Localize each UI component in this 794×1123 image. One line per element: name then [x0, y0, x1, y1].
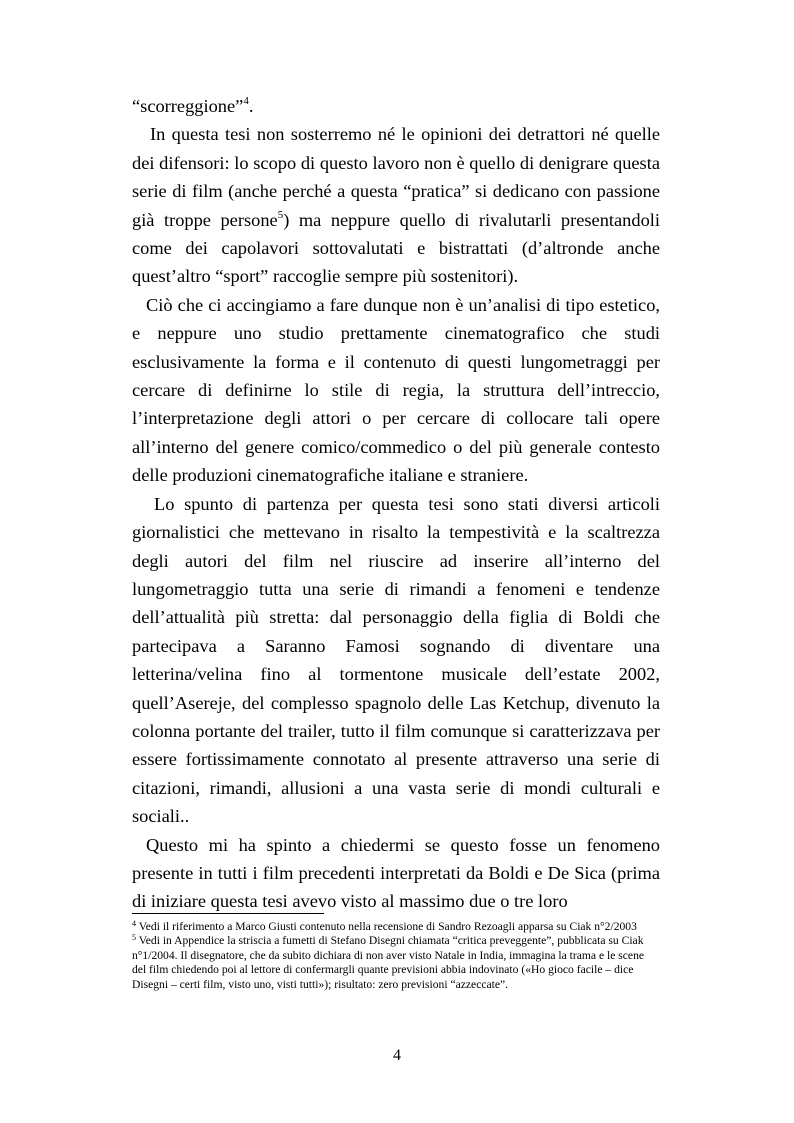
footnotes — [132, 920, 660, 992]
paragraph-0-tail: . — [248, 96, 254, 116]
body-text — [132, 92, 660, 916]
footnote-text: Vedi il riferimento a Marco Giusti contenuto nella recensione di Sandro Rezoagli apparsa su Ciak n°2/2003 — [136, 920, 637, 933]
paragraph-1-text-b: ) ma neppure quello di rivalutarli presentandoli come dei capolavori sottovalutati e bistrattati (d’altronde anche quest’altro “sport” raccoglie sempre più sostenitori). — [132, 209, 660, 287]
footnote-5 — [132, 934, 660, 992]
paragraph-1-text-a: In questa tesi non sosterremo né le opinioni dei detrattori né quelle dei difensori: lo scopo di questo lavoro non è quello di denigrare questa serie di film (anche perché a questa “pratica” si dedicano con passione già troppe persone — [132, 124, 660, 230]
footnote-text: Vedi in Appendice la striscia a fumetti di Stefano Disegni chiamata “critica preveggente”, pubblicata su Ciak n°1/2004. Il disegnatore, che da subito dichiara di non aver visto Natale in India, immagina la trama e le scene del film chiedendo poi al lettore di confermargli quante previsioni abbia indovinato («Ho gioco facile – dice Disegni – certi film, visto uno, visti tutti»); risultato: zero previsioni “azzeccate”. — [132, 934, 645, 991]
footnote-4 — [132, 920, 660, 934]
paragraph-0 — [132, 92, 660, 120]
footnote-number: 4 — [132, 919, 136, 928]
page-number: 4 — [393, 1047, 401, 1064]
paragraph-2: Ciò che ci accingiamo a fare dunque non è un’analisi di tipo estetico, e neppure uno studio prettamente cinematografico che studi esclusivamente la forma e il contenuto di questi lungometraggi per cercare di definirne lo stile di regia, la struttura dell’intreccio, l’interpretazione degli attori o per cercare di collocare tali opere all’interno del genere comico/commedico o del più generale contesto delle produzioni cinematografiche italiane e straniere. — [132, 294, 660, 486]
footnote-separator — [132, 913, 324, 914]
footnote-number: 5 — [132, 933, 136, 943]
paragraph-4: Questo mi ha spinto a chiedermi se questo fosse un fenomeno presente in tutti i film precedenti interpretati da Boldi e De Sica (prima di iniziare questa tesi avevo visto al massimo due o tre loro — [132, 834, 660, 912]
paragraph-3: Lo spunto di partenza per questa tesi sono stati diversi articoli giornalistici che mettevano in risalto la tempestività e la scaltrezza degli autori del film nel riuscire ad inserire all’interno del lungometraggio tutta una serie di rimandi a fenomeni e tendenze dell’attualità più stretta: dal personaggio della figlia di Boldi che partecipava a Saranno Famosi sognando di diventare una letterina/velina fino al tormentone musicale dell’estate 2002, quell’Asereje, del complesso spagnolo delle Las Ketchup, divenuto la colonna portante del trailer, tutto il film comunque si caratterizzava per essere fortissimamente connotato al presente attraverso una serie di citazioni, rimandi, allusioni a una vasta serie di mondi culturali e sociali.. — [132, 493, 660, 827]
footnote-ref-5[interactable]: 5 — [277, 208, 284, 221]
paragraph-1 — [132, 120, 660, 290]
footnote-ref-4[interactable]: 4 — [243, 95, 249, 107]
paragraph-0-text: “scorreggione” — [132, 96, 244, 116]
